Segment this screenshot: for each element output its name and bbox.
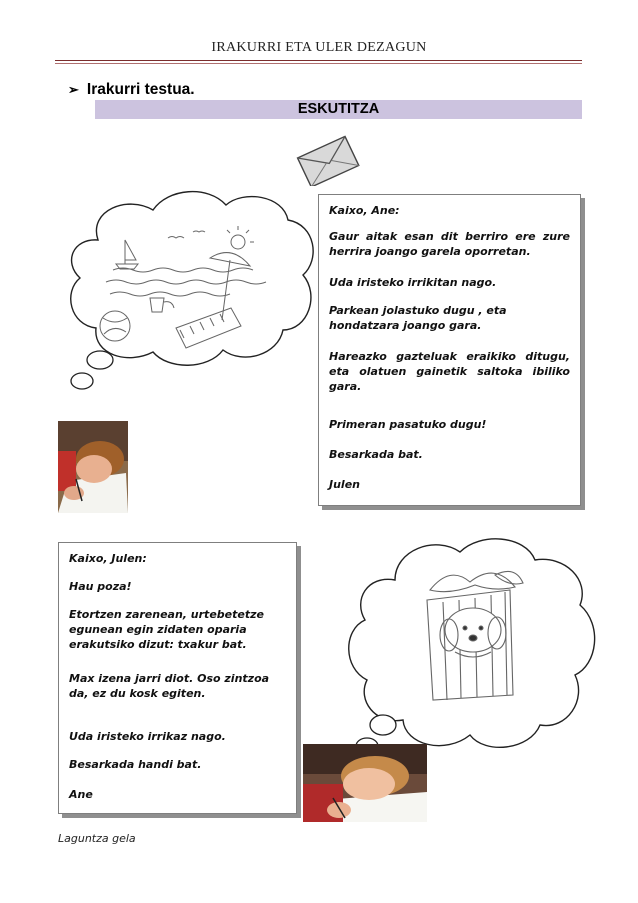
envelope-icon [292, 134, 362, 186]
instruction-text: Irakurri testua. [86, 81, 195, 98]
letter2-closing: Besarkada handi bat. [69, 758, 202, 771]
letter1-closing: Besarkada bat. [329, 448, 423, 461]
letter1-line: Hareazko gazteluak eraikiko ditugu, eta olatuen gainetik saltoka ibiliko gara. [329, 350, 570, 393]
letter2-line: Uda iristeko irrikaz nago. [69, 730, 226, 743]
letter1-line: Gaur aitak esan dit berriro ere zure herrira joango garela oporretan. [329, 230, 570, 258]
letter2-line: Hau poza! [69, 580, 132, 593]
header-divider [55, 60, 582, 61]
letter-from-ane [58, 542, 297, 814]
instruction [68, 81, 195, 99]
letter1-greeting: Kaixo, Ane: [329, 204, 400, 217]
letter2-signature: Ane [69, 788, 93, 801]
boy-writing-photo [58, 421, 128, 513]
letter2-greeting: Kaixo, Julen: [69, 552, 147, 565]
letter1-signature: Julen [329, 478, 360, 491]
letter-title: ESKUTITZA [297, 101, 380, 117]
arrow-bullet-icon: ➢ [68, 82, 79, 97]
girl-writing-photo [303, 744, 427, 822]
letter1-line: Uda iristeko irrikitan nago. [329, 276, 497, 289]
thought-cloud-beach [58, 180, 323, 400]
header-divider-secondary [55, 63, 582, 64]
footer-text: Laguntza gela [58, 832, 136, 845]
page-header-title: IRAKURRI ETA ULER DEZAGUN [211, 40, 427, 55]
title-bar [95, 100, 582, 119]
letter2-line: Max izena jarri diot. Oso zintzoa da, ez du kosk egiten. [69, 672, 270, 700]
letter2-line: Etortzen zarenean, urtebetetze egunean egin zidaten oparia erakutsiko dizut: txakur bat. [69, 608, 264, 651]
thought-cloud-puppy [335, 530, 605, 770]
letter-from-julen [318, 194, 581, 506]
letter1-line: Parkean jolastuko dugu , eta hondatzara joango gara. [329, 304, 507, 332]
letter1-line: Primeran pasatuko dugu! [329, 418, 487, 431]
